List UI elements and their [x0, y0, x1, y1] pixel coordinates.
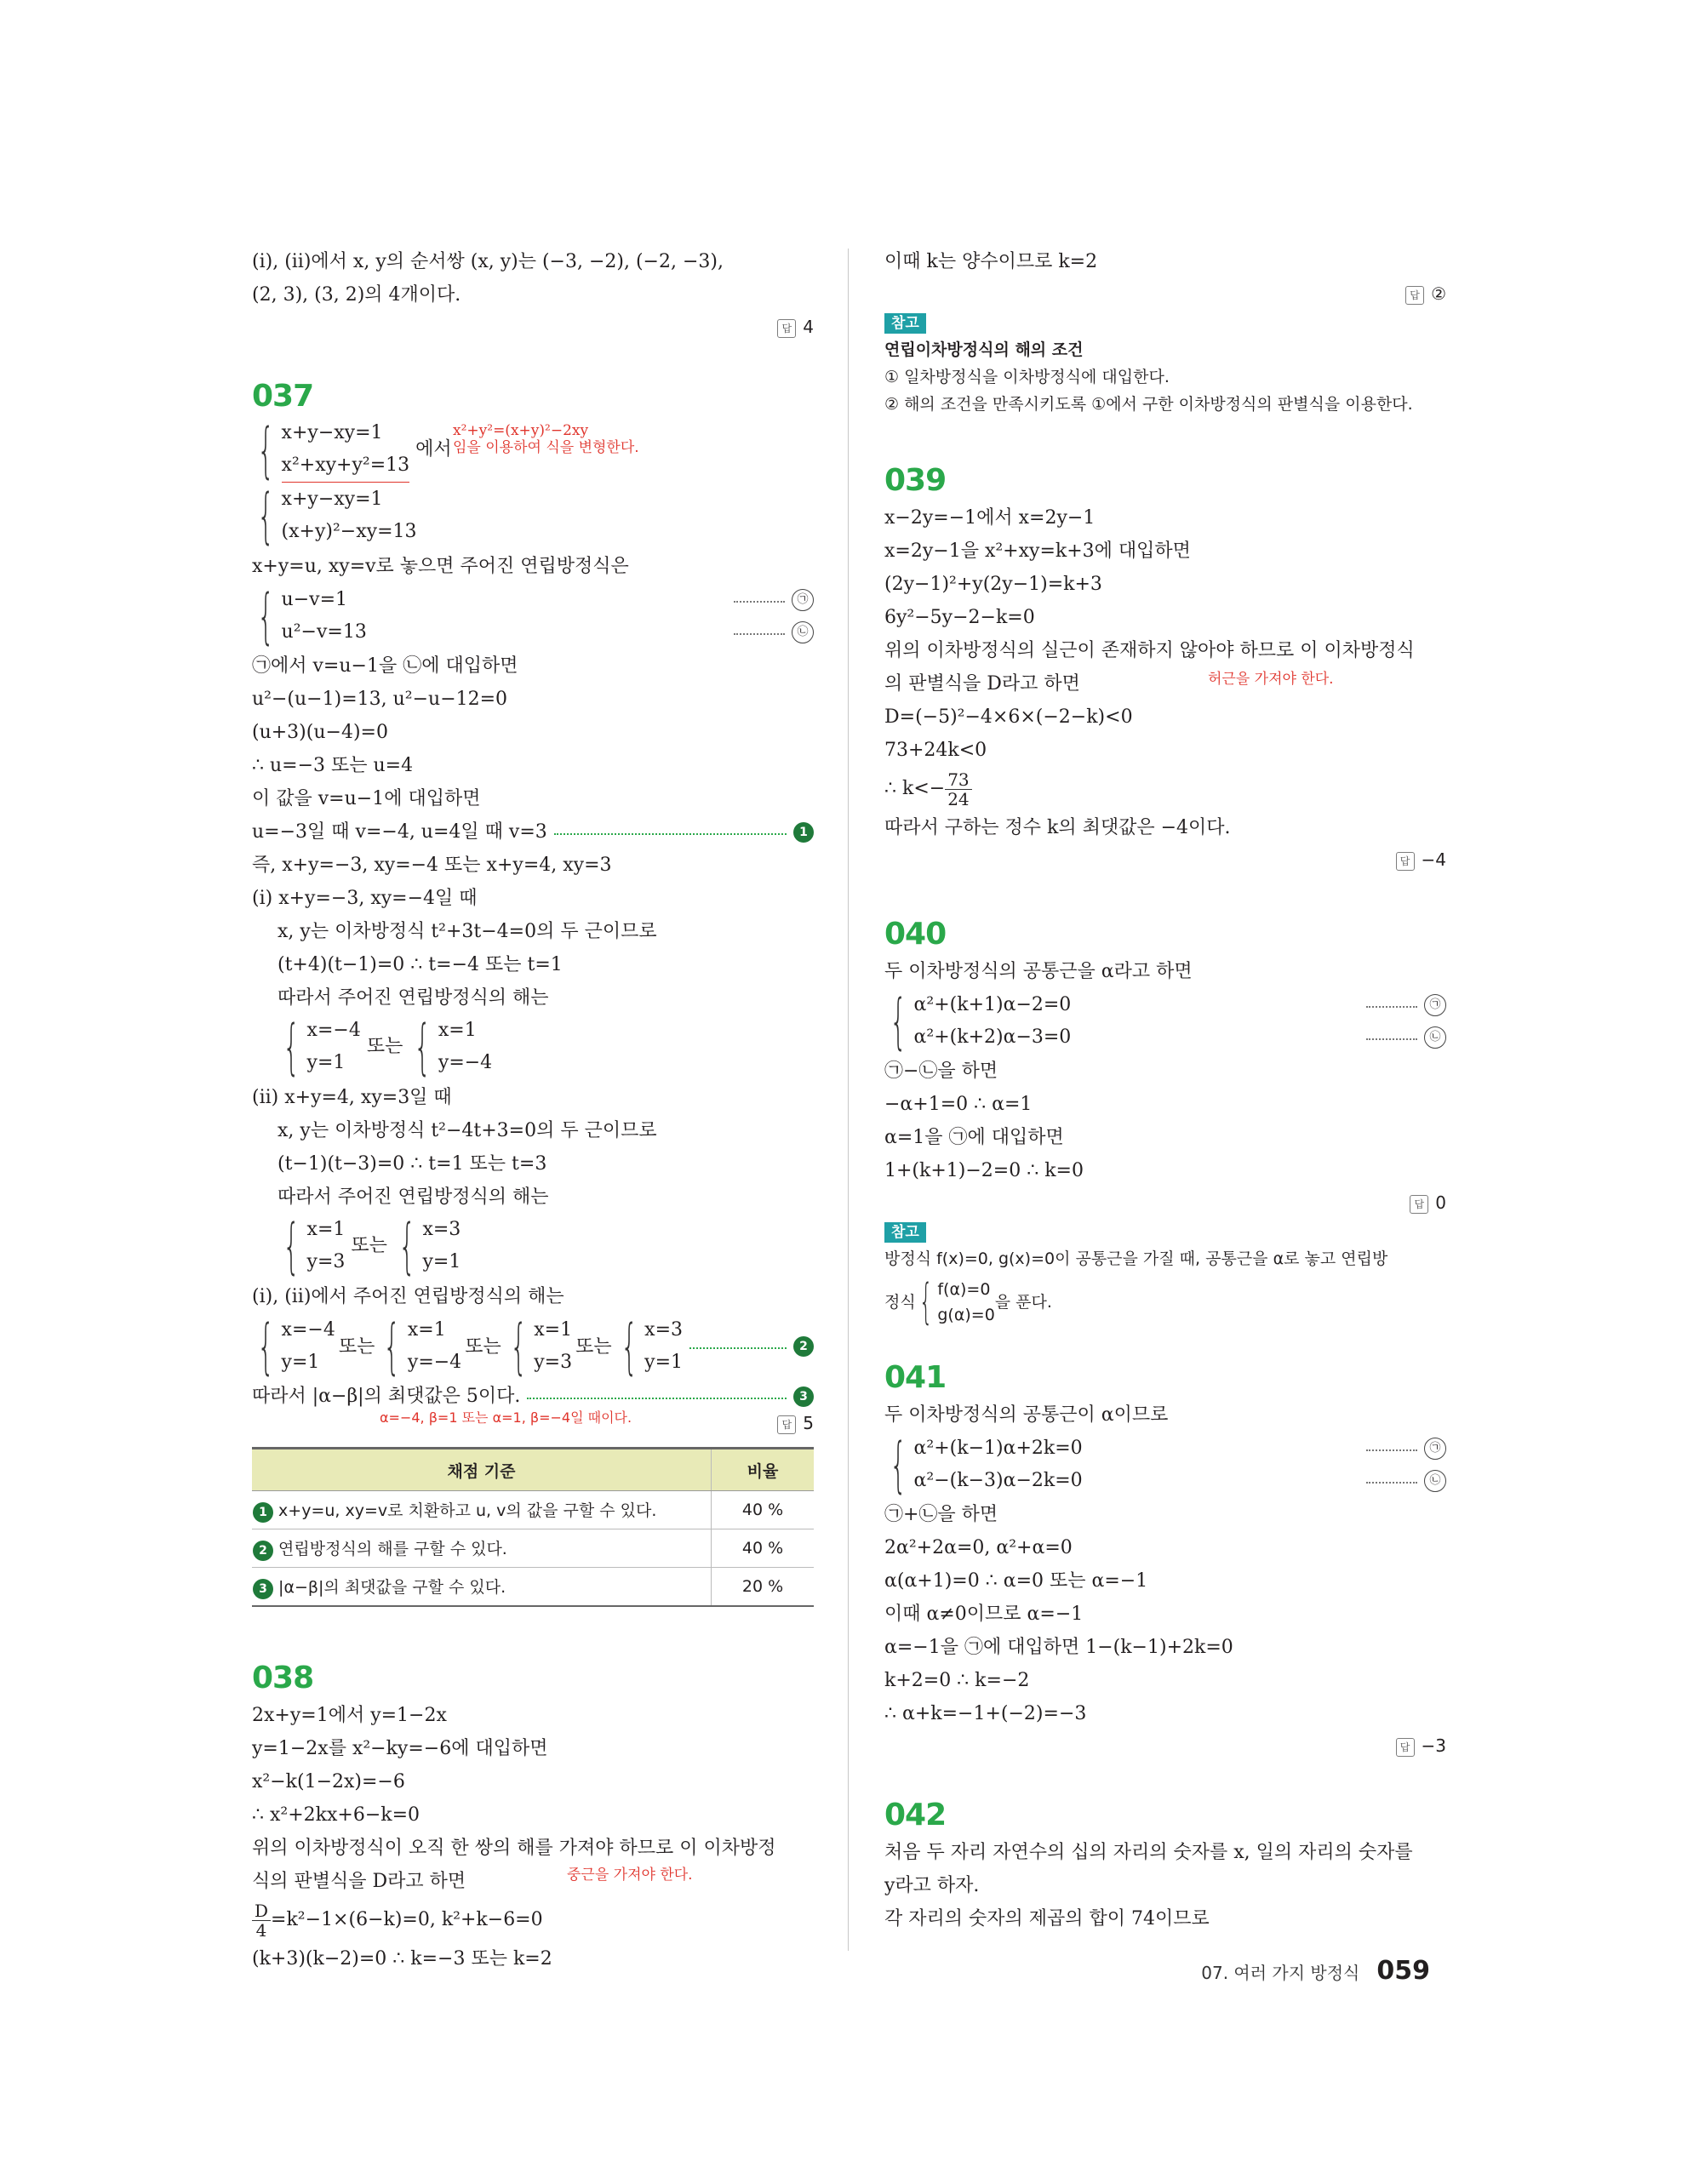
reference-box: 참고 연립이차방정식의 해의 조건 ① 일차방정식을 이차방정식에 대입한다. ② 해의 조건을 만족시키도록 ①에서 구한 이차방정식의 판별식을 이용한다. [884, 315, 1413, 414]
problem-number-039: 039 [884, 463, 947, 498]
step-badge-1: 1 [793, 822, 814, 843]
text-line: x, y는 이차방정식 t²−4t+3=0의 두 근이므로 [277, 1120, 657, 1141]
text-line: (ⅰ), (ⅱ)에서 주어진 연립방정식의 해는 [252, 1286, 564, 1307]
problem-number-037: 037 [252, 379, 314, 414]
answer-line: 답 5 [777, 1408, 814, 1438]
equation: x²+xy+y²=13 [282, 449, 410, 483]
text-line: 2α²+2α=0, α²+α=0 [884, 1537, 1073, 1558]
answer-line: 답 ② [884, 278, 1446, 309]
text-line: x²−k(1−2x)=−6 [252, 1771, 405, 1792]
step-line-2: { x=−4 y=1 또는 { x=1 y=−4 또는 { x=1 y=3 또는 { x=3 y=1 2 [252, 1313, 814, 1380]
table-row: 2 연립방정식의 해를 구할 수 있다. 40 % [252, 1529, 814, 1568]
text-line: (2y−1)²+y(2y−1)=k+3 [884, 574, 1102, 595]
answer-line: 답 −4 [884, 844, 1446, 875]
text-line: y라고 하자. [884, 1875, 980, 1896]
answer-line: 답 0 [884, 1187, 1446, 1218]
margin-note: 중근을 가져야 한다. [567, 1867, 693, 1884]
inequality-line: ∴ k<− $\frac{73}{24}$ [884, 767, 1446, 811]
text-line: α(α+1)=0 ∴ α=0 또는 α=−1 [884, 1570, 1148, 1592]
solution-pair: { x=1 y=3 또는 { x=3 y=1 [283, 1211, 461, 1281]
text-line: (u+3)(u−4)=0 [252, 722, 388, 743]
text-line: α=−1을 ㉠에 대입하면 1−(k−1)+2k=0 [884, 1637, 1233, 1658]
page-number: 059 [1376, 1956, 1430, 1986]
text-line: ∴ u=−3 또는 u=4 [252, 755, 414, 776]
problem-number-040: 040 [884, 917, 947, 952]
margin-note: α=−4, β=1 또는 α=1, β=−4일 때이다. [380, 1409, 632, 1426]
text-line: u²−(u−1)=13, u²−u−12=0 [252, 689, 508, 710]
step-line-3: 따라서 |α−β|의 최댓값은 5이다. 3 [252, 1380, 814, 1413]
problem-number-038: 038 [252, 1661, 314, 1695]
text-line: k+2=0 ∴ k=−2 [884, 1670, 1030, 1691]
text-line: 두 이차방정식의 공통근을 α라고 하면 [884, 961, 1193, 982]
margin-note: 허근을 가져야 한다. [1208, 671, 1334, 688]
answer-icon: 답 [1405, 286, 1424, 305]
text-line: 73+24k<0 [884, 740, 987, 761]
marker-a: ㉠ [792, 589, 814, 611]
text-line: ∴ x²+2kx+6−k=0 [252, 1804, 420, 1826]
answer-line: 답 −3 [884, 1730, 1446, 1761]
reference-title: 연립이차방정식의 해의 조건 [884, 340, 1084, 359]
text-line: 식의 판별식을 D라고 하면 중근을 가져야 한다. [252, 1867, 693, 1892]
text-line: 2x+y=1에서 y=1−2x [252, 1705, 447, 1726]
text-line: α=1을 ㉠에 대입하면 [884, 1127, 1064, 1148]
right-column [884, 245, 1446, 1935]
problem-number-042: 042 [884, 1798, 947, 1832]
step-badge-2: 2 [793, 1336, 814, 1357]
text-line: 이때 k는 양수이므로 k=2 [884, 251, 1098, 272]
intro-line: (ⅰ), (ⅱ)에서 x, y의 순서쌍 (x, y)는 (−3, −2), (−2, −3), [252, 251, 724, 272]
answer-icon: 답 [1410, 1195, 1428, 1214]
intro-line: (2, 3), (3, 2)의 4개이다. [252, 284, 461, 306]
text-line: ㉠−㉡을 하면 [884, 1061, 998, 1082]
text-line: (t−1)(t−3)=0 ∴ t=1 또는 t=3 [277, 1153, 547, 1175]
text-line: 처음 두 자리 자연수의 십의 자리의 숫자를 x, 일의 자리의 숫자를 [884, 1842, 1413, 1863]
system-2: { x+y−xy=1 (x+y)²−xy=13 [257, 481, 417, 551]
column-divider [848, 249, 849, 1951]
system-1: { x+y−xy=1 x²+xy+y²=13 에서 x²+y²=(x+y)²−2xy 임을 이용하여 식을 변형한다. [257, 415, 639, 485]
system: { α²+(k+1)α−2=0 ㉠ α²+(k+2)α−3=0 ㉡ [884, 988, 1446, 1055]
text-line: 두 이차방정식의 공통근이 α이므로 [884, 1404, 1169, 1426]
text-line: 따라서 주어진 연립방정식의 해는 [277, 987, 549, 1009]
text-line: −α+1=0 ∴ α=1 [884, 1094, 1033, 1115]
text-line: 위의 이차방정식의 실근이 존재하지 않아야 하므로 이 이차방정식 [884, 640, 1415, 661]
table-row: 1 x+y=u, xy=v로 치환하고 u, v의 값을 구할 수 있다. 40 % [252, 1491, 814, 1529]
reference-tag: 참고 [884, 1222, 926, 1243]
table-header: 비율 [712, 1449, 815, 1491]
text-line: y=1−2x를 x²−ky=−6에 대입하면 [252, 1738, 548, 1759]
text-line: 의 판별식을 D라고 하면 허근을 가져야 한다. [884, 671, 1334, 695]
margin-note: x²+y²=(x+y)²−2xy 임을 이용하여 식을 변형한다. [453, 422, 639, 456]
text-line: (t+4)(t−1)=0 ∴ t=−4 또는 t=1 [277, 954, 563, 975]
reference-tag: 참고 [884, 313, 926, 334]
text-line: ㉠에서 v=u−1을 ㉡에 대입하면 [252, 655, 518, 677]
table-header: 채점 기준 [252, 1449, 712, 1491]
text-line: 위의 이차방정식이 오직 한 쌍의 해를 가져야 하므로 이 이차방정 [252, 1838, 776, 1859]
case-heading: (ⅰ) x+y=−3, xy=−4일 때 [252, 888, 478, 909]
table-row: 3 |α−β|의 최댓값을 구할 수 있다. 20 % [252, 1568, 814, 1607]
page-footer [1201, 1956, 1430, 1986]
answer-icon: 답 [1396, 1738, 1415, 1757]
text-line: 따라서 구하는 정수 k의 최댓값은 −4이다. [884, 817, 1231, 838]
chapter-title: 07. 여러 가지 방정식 [1201, 1963, 1360, 1983]
text-line: x+y=u, xy=v로 놓으면 주어진 연립방정식은 [252, 556, 629, 577]
text-line: ∴ α+k=−1+(−2)=−3 [884, 1703, 1087, 1724]
answer-line: 답 4 [252, 312, 814, 342]
left-column [252, 245, 814, 1975]
discriminant-line: $\frac{D}{4}$ =k²−1×(6−k)=0, k²+k−6=0 [252, 1898, 814, 1942]
step-badge-3: 3 [793, 1386, 814, 1407]
step-line-1: u=−3일 때 v=−4, u=4일 때 v=3 1 [252, 815, 814, 849]
marker-b: ㉡ [792, 621, 814, 643]
text-line: 이 값을 v=u−1에 대입하면 [252, 788, 481, 809]
text-line: ㉠+㉡을 하면 [884, 1504, 998, 1525]
system-3: { u−v=1 ㉠ u²−v=13 ㉡ [252, 583, 814, 649]
answer-icon: 답 [777, 1415, 796, 1434]
text-line: 1+(k+1)−2=0 ∴ k=0 [884, 1160, 1084, 1181]
text-line: 이때 α≠0이므로 α=−1 [884, 1604, 1084, 1625]
text-line: D=(−5)²−4×6×(−2−k)<0 [884, 706, 1133, 728]
case-heading: (ⅱ) x+y=4, xy=3일 때 [252, 1087, 452, 1108]
solution-pair: { x=−4 y=1 또는 { x=1 y=−4 [283, 1012, 493, 1082]
reference-box: 참고 방정식 f(x)=0, g(x)=0이 공통근을 가질 때, 공통근을 α로 놓고 연립방 정식 { f(α)=0 g(α)=0 을 푼다. [884, 1224, 1388, 1329]
text-line: 각 자리의 숫자의 제곱의 합이 74이므로 [884, 1908, 1210, 1930]
text-line: x=2y−1을 x²+xy=k+3에 대입하면 [884, 540, 1191, 562]
answer-icon: 답 [777, 319, 796, 338]
text-line: (k+3)(k−2)=0 ∴ k=−3 또는 k=2 [252, 1948, 552, 1970]
answer-icon: 답 [1396, 852, 1415, 871]
text-line: x, y는 이차방정식 t²+3t−4=0의 두 근이므로 [277, 921, 657, 942]
equation: x+y−xy=1 [281, 422, 383, 443]
grading-table [252, 1447, 814, 1607]
text-line: 따라서 주어진 연립방정식의 해는 [277, 1186, 549, 1208]
problem-number-041: 041 [884, 1360, 947, 1395]
text-line: 즉, x+y=−3, xy=−4 또는 x+y=4, xy=3 [252, 855, 612, 876]
text-line: x−2y=−1에서 x=2y−1 [884, 507, 1096, 529]
text-line: 6y²−5y−2−k=0 [884, 607, 1035, 628]
system: { α²+(k−1)α+2k=0 ㉠ α²−(k−3)α−2k=0 ㉡ [884, 1432, 1446, 1498]
